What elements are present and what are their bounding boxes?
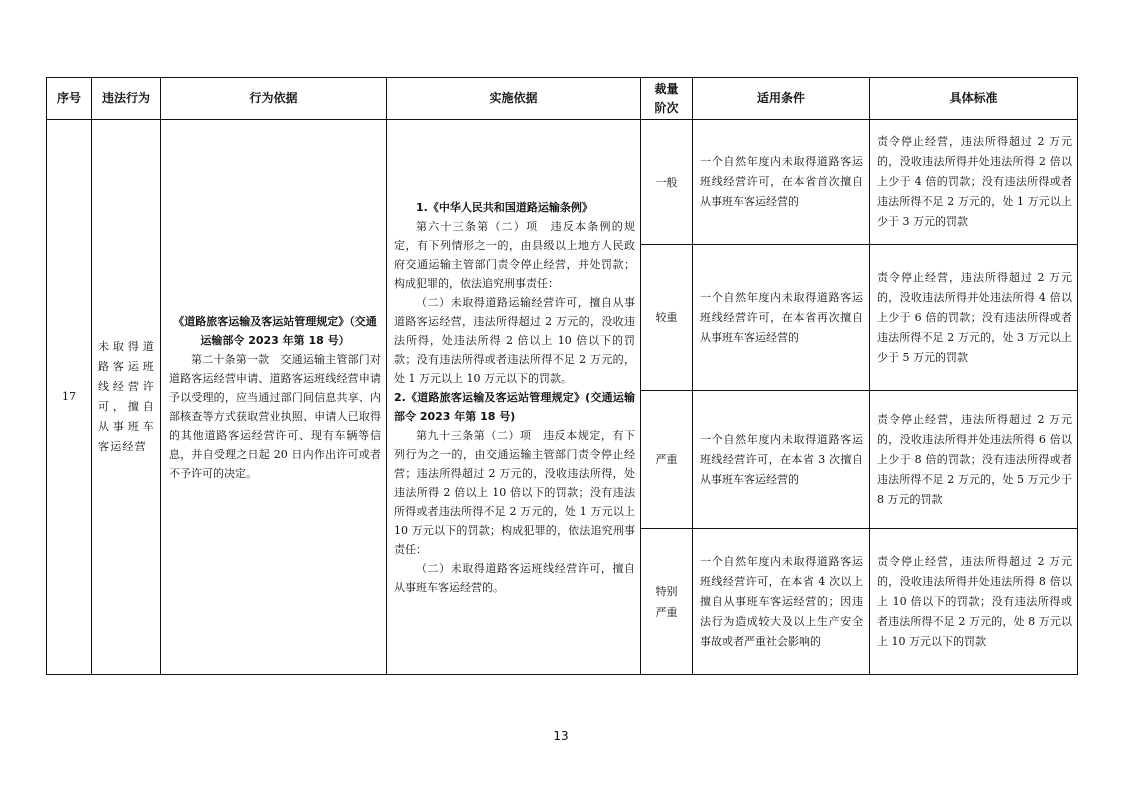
impl-basis-para-2: （二）未取得道路运输经营许可，擅自从事道路客运经营，违法所得超过 2 万元的，没收违法所得，处违法所得 2 倍以上 10 倍以下的罚款；没有违法所得或者违法所得不足 2 万元的，处 1 万元以上 10 万元以下的罚款。 — [394, 295, 635, 385]
level-cell: 一般 — [641, 120, 693, 245]
act-basis-cell — [161, 120, 387, 675]
header-standard: 具体标准 — [870, 78, 1078, 120]
act-basis-title: 《道路旅客运输及客运站管理规定》（交通运输部令 2023 年第 18 号） — [173, 314, 377, 347]
standard-cell: 责令停止经营，违法所得超过 2 万元的，没收违法所得并处违法所得 6 倍以上少于 8 倍的罚款；没有违法所得或者违法所得不足 2 万元的，处 5 万元少于 8 万元的罚款 — [870, 391, 1078, 529]
table-row — [47, 120, 1078, 245]
impl-basis-para-3: 第九十三条第（二）项 违反本规定，有下列行为之一的，由交通运输主管部门责令停止经营；违法所得超过 2 万元的，没收违法所得，处违法所得 2 倍以上 10 倍以下的罚款；没有违法所得或者违法所得不足 2 万元的，处 1 万元以上 10 万元以下的罚款；构成犯罪的，依法追究刑事责任： — [394, 428, 635, 556]
impl-basis-para-4: （二）未取得道路客运班线经营许可，擅自从事班车客运经营的。 — [394, 561, 635, 594]
header-row — [47, 78, 1078, 120]
act-basis-body: 第二十条第一款 交通运输主管部门对道路客运经营申请、道路客运班线经营申请予以受理的，应当通过部门间信息共享、内部核查等方式获取营业执照、申请人已取得的其他道路客运经营许可、现有车辆等信息，并自受理之日起 20 日内作出许可或者不予许可的决定。 — [169, 352, 381, 480]
standard-cell: 责令停止经营，违法所得超过 2 万元的，没收违法所得并处违法所得 2 倍以上少于 4 倍的罚款；没有违法所得或者违法所得不足 2 万元的，处 1 万元以上少于 3 万元的罚款 — [870, 120, 1078, 245]
header-level: 裁量阶次 — [641, 78, 693, 120]
impl-basis-cell — [387, 120, 641, 675]
condition-cell: 一个自然年度内未取得道路客运班线经营许可，在本省 4 次以上擅自从事班车客运经营的；因违法行为造成较大及以上生产安全事故或者严重社会影响的 — [693, 529, 870, 675]
header-violation: 违法行为 — [92, 78, 161, 120]
standard-cell: 责令停止经营，违法所得超过 2 万元的，没收违法所得并处违法所得 8 倍以上 10 倍以下的罚款；没有违法所得或者违法所得不足 2 万元的，处 8 万元以上 10 万元以下的罚款 — [870, 529, 1078, 675]
header-condition: 适用条件 — [693, 78, 870, 120]
seq-cell: 17 — [47, 120, 92, 675]
level-cell: 较重 — [641, 245, 693, 391]
standard-cell: 责令停止经营，违法所得超过 2 万元的，没收违法所得并处违法所得 4 倍以上少于 6 倍的罚款；没有违法所得或者违法所得不足 2 万元的，处 3 万元以上少于 5 万元的罚款 — [870, 245, 1078, 391]
header-seq: 序号 — [47, 78, 92, 120]
header-impl-basis: 实施依据 — [387, 78, 641, 120]
penalty-table — [46, 77, 1078, 675]
condition-cell: 一个自然年度内未取得道路客运班线经营许可，在本省首次擅自从事班车客运经营的 — [693, 120, 870, 245]
impl-basis-title-2: 2.《道路旅客运输及客运站管理规定》(交通运输部令 2023 年第 18 号) — [394, 390, 635, 423]
page-number: 13 — [553, 729, 569, 743]
impl-basis-para-1: 第六十三条第（二）项 违反本条例的规定，有下列情形之一的，由县级以上地方人民政府交通运输主管部门责令停止经营，并处罚款；构成犯罪的，依法追究刑事责任： — [394, 219, 635, 290]
level-cell: 严重 — [641, 391, 693, 529]
header-act-basis: 行为依据 — [161, 78, 387, 120]
impl-basis-title-1: 1.《中华人民共和国道路运输条例》 — [416, 200, 593, 214]
condition-cell: 一个自然年度内未取得道路客运班线经营许可，在本省再次擅自从事班车客运经营的 — [693, 245, 870, 391]
violation-cell: 未取得道路客运班线经营许可，擅自从事班车客运经营 — [92, 120, 161, 675]
level-cell: 特别严重 — [641, 529, 693, 675]
condition-cell: 一个自然年度内未取得道路客运班线经营许可，在本省 3 次擅自从事班车客运经营的 — [693, 391, 870, 529]
